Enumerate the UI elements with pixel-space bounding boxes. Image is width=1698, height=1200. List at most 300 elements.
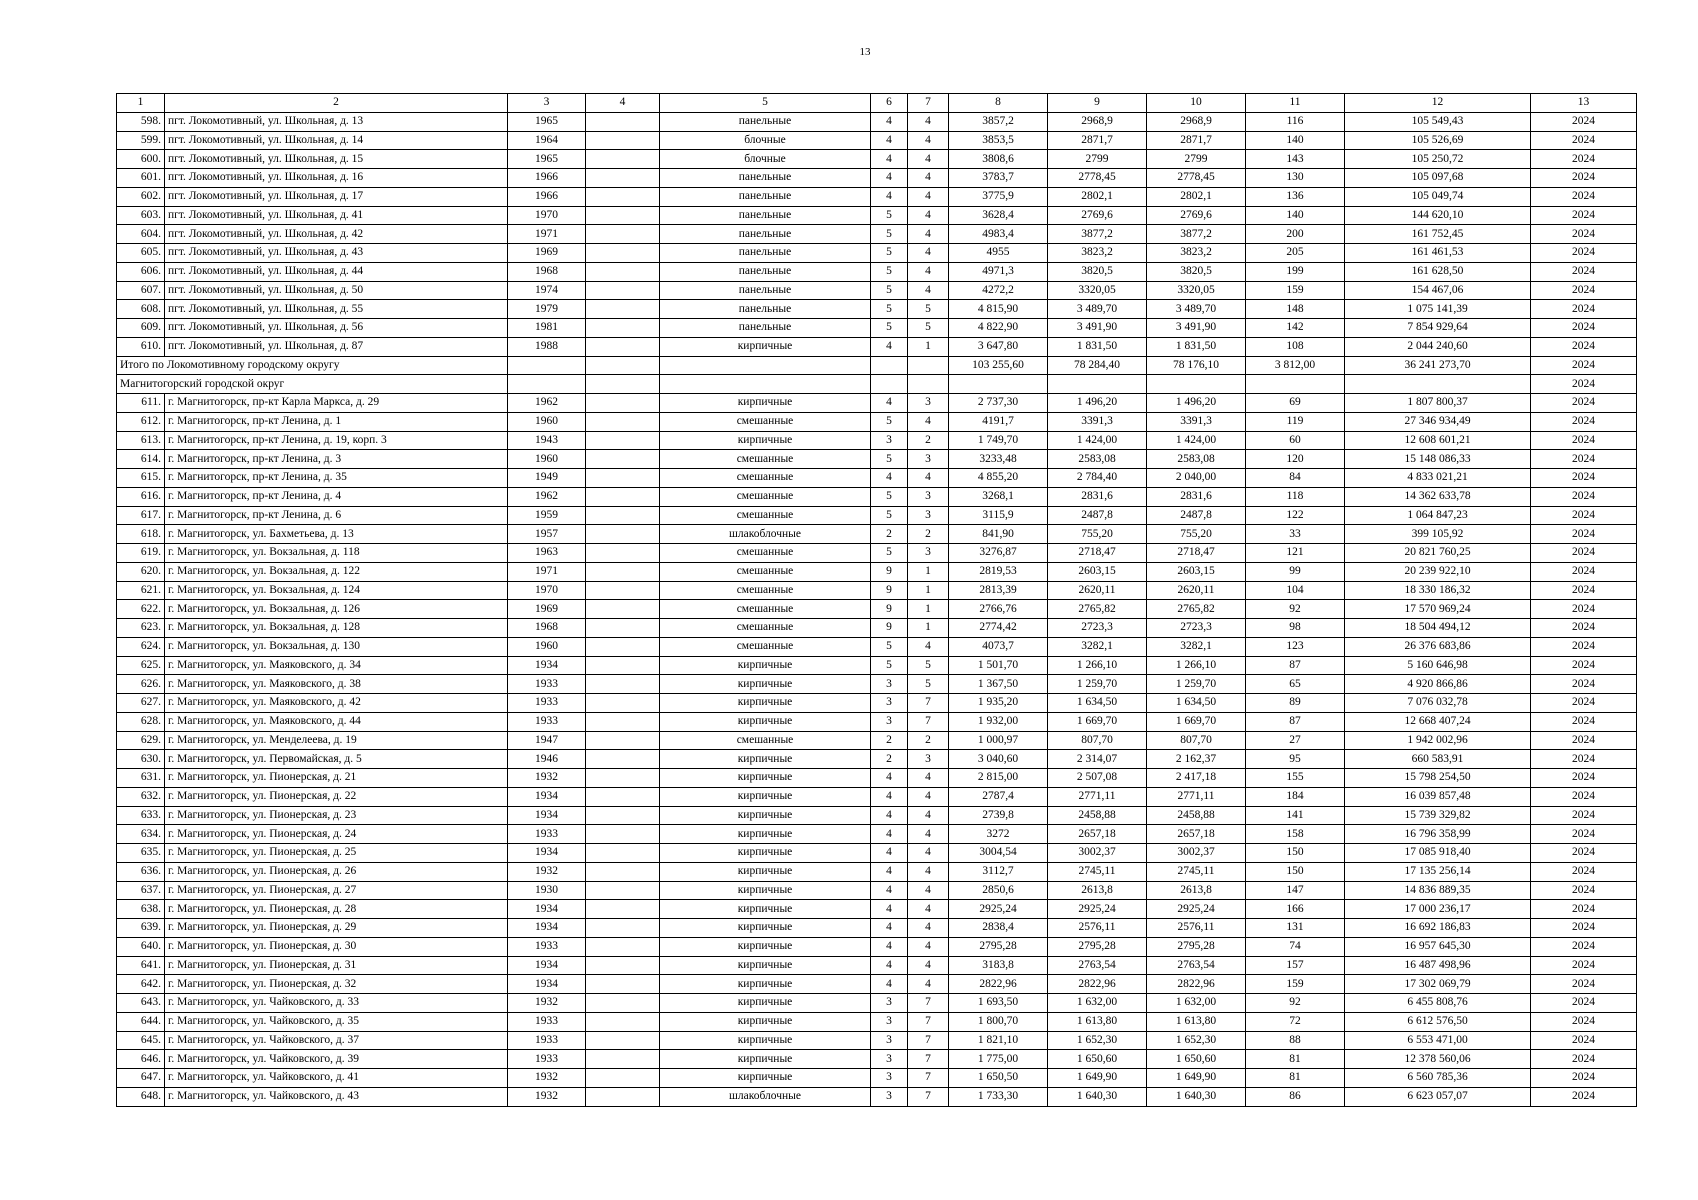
cell-floors: 3	[871, 694, 908, 713]
cell-entrances: 4	[908, 844, 949, 863]
cell-c11: 199	[1246, 262, 1345, 281]
cell-no: 644.	[117, 1012, 165, 1031]
cell-material: кирпичные	[660, 712, 871, 731]
section-cell-c13: 2024	[1531, 375, 1637, 394]
cell-c8: 3 647,80	[949, 337, 1048, 356]
cell-year: 1932	[508, 1069, 586, 1088]
cell-address: г. Магнитогорск, ул. Вокзальная, д. 126	[165, 600, 508, 619]
cell-floors: 5	[871, 206, 908, 225]
cell-c4	[586, 562, 660, 581]
cell-c8: 2766,76	[949, 600, 1048, 619]
cell-c4	[586, 169, 660, 188]
cell-address: пгт. Локомотивный, ул. Школьная, д. 44	[165, 262, 508, 281]
cell-c12: 16 692 186,83	[1345, 919, 1531, 938]
cell-c10: 2831,6	[1147, 487, 1246, 506]
cell-c12: 15 148 086,33	[1345, 450, 1531, 469]
cell-c8: 4272,2	[949, 281, 1048, 300]
cell-c12: 105 526,69	[1345, 131, 1531, 150]
cell-c11: 150	[1246, 844, 1345, 863]
cell-c9: 1 613,80	[1048, 1012, 1147, 1031]
cell-c11: 148	[1246, 300, 1345, 319]
cell-material: кирпичные	[660, 1012, 871, 1031]
cell-c9: 2487,8	[1048, 506, 1147, 525]
empty-cell	[508, 356, 586, 375]
cell-no: 614.	[117, 450, 165, 469]
cell-entrances: 1	[908, 337, 949, 356]
cell-material: кирпичные	[660, 769, 871, 788]
cell-c4	[586, 694, 660, 713]
cell-c11: 142	[1246, 319, 1345, 338]
cell-address: г. Магнитогорск, ул. Чайковского, д. 35	[165, 1012, 508, 1031]
cell-c10: 2 040,00	[1147, 469, 1246, 488]
cell-c11: 119	[1246, 412, 1345, 431]
cell-address: г. Магнитогорск, ул. Пионерская, д. 26	[165, 862, 508, 881]
table-row	[117, 544, 1637, 563]
cell-c10: 3820,5	[1147, 262, 1246, 281]
cell-c9: 3320,05	[1048, 281, 1147, 300]
cell-c13: 2024	[1531, 881, 1637, 900]
table-row	[117, 581, 1637, 600]
cell-c10: 1 831,50	[1147, 337, 1246, 356]
cell-year: 1964	[508, 131, 586, 150]
cell-no: 620.	[117, 562, 165, 581]
cell-c11: 200	[1246, 225, 1345, 244]
cell-entrances: 7	[908, 1012, 949, 1031]
column-header: 6	[871, 94, 908, 113]
cell-c11: 72	[1246, 1012, 1345, 1031]
cell-c11: 65	[1246, 675, 1345, 694]
cell-c13: 2024	[1531, 956, 1637, 975]
cell-c10: 2778,45	[1147, 169, 1246, 188]
cell-entrances: 4	[908, 956, 949, 975]
cell-material: смешанные	[660, 637, 871, 656]
cell-c4	[586, 262, 660, 281]
cell-floors: 9	[871, 619, 908, 638]
cell-no: 634.	[117, 825, 165, 844]
cell-entrances: 4	[908, 862, 949, 881]
total-cell-c10: 78 176,10	[1147, 356, 1246, 375]
cell-c10: 2657,18	[1147, 825, 1246, 844]
cell-material: кирпичные	[660, 956, 871, 975]
cell-c4	[586, 731, 660, 750]
column-header: 12	[1345, 94, 1531, 113]
cell-material: кирпичные	[660, 337, 871, 356]
cell-c11: 87	[1246, 656, 1345, 675]
cell-c9: 2 784,40	[1048, 469, 1147, 488]
cell-c4	[586, 1031, 660, 1050]
column-header: 9	[1048, 94, 1147, 113]
cell-no: 647.	[117, 1069, 165, 1088]
cell-material: панельные	[660, 169, 871, 188]
cell-c10: 3 489,70	[1147, 300, 1246, 319]
cell-c10: 2718,47	[1147, 544, 1246, 563]
cell-entrances: 3	[908, 450, 949, 469]
cell-c10: 2603,15	[1147, 562, 1246, 581]
cell-no: 602.	[117, 187, 165, 206]
cell-c11: 89	[1246, 694, 1345, 713]
cell-floors: 5	[871, 544, 908, 563]
cell-entrances: 4	[908, 919, 949, 938]
cell-entrances: 4	[908, 412, 949, 431]
cell-year: 1930	[508, 881, 586, 900]
cell-material: кирпичные	[660, 1050, 871, 1069]
empty-cell	[949, 375, 1048, 394]
cell-year: 1970	[508, 206, 586, 225]
cell-entrances: 4	[908, 262, 949, 281]
cell-year: 1934	[508, 806, 586, 825]
cell-no: 640.	[117, 937, 165, 956]
cell-year: 1932	[508, 1087, 586, 1106]
cell-year: 1968	[508, 262, 586, 281]
cell-floors: 3	[871, 431, 908, 450]
cell-no: 646.	[117, 1050, 165, 1069]
cell-c9: 1 259,70	[1048, 675, 1147, 694]
cell-no: 631.	[117, 769, 165, 788]
cell-address: г. Магнитогорск, ул. Чайковского, д. 43	[165, 1087, 508, 1106]
empty-cell	[586, 356, 660, 375]
cell-address: пгт. Локомотивный, ул. Школьная, д. 50	[165, 281, 508, 300]
cell-address: пгт. Локомотивный, ул. Школьная, д. 87	[165, 337, 508, 356]
empty-cell	[586, 375, 660, 394]
cell-entrances: 1	[908, 619, 949, 638]
cell-c9: 2795,28	[1048, 937, 1147, 956]
cell-c12: 1 942 002,96	[1345, 731, 1531, 750]
cell-entrances: 4	[908, 825, 949, 844]
cell-c4	[586, 600, 660, 619]
cell-no: 626.	[117, 675, 165, 694]
cell-c4	[586, 150, 660, 169]
cell-address: г. Магнитогорск, ул. Чайковского, д. 37	[165, 1031, 508, 1050]
cell-material: смешанные	[660, 581, 871, 600]
cell-no: 622.	[117, 600, 165, 619]
cell-entrances: 5	[908, 300, 949, 319]
cell-address: г. Магнитогорск, ул. Пионерская, д. 32	[165, 975, 508, 994]
cell-material: панельные	[660, 300, 871, 319]
cell-c9: 3820,5	[1048, 262, 1147, 281]
cell-c9: 1 831,50	[1048, 337, 1147, 356]
cell-c10: 1 634,50	[1147, 694, 1246, 713]
cell-material: кирпичные	[660, 431, 871, 450]
cell-c10: 2763,54	[1147, 956, 1246, 975]
column-header: 13	[1531, 94, 1637, 113]
cell-year: 1960	[508, 412, 586, 431]
cell-material: смешанные	[660, 600, 871, 619]
cell-no: 615.	[117, 469, 165, 488]
cell-floors: 4	[871, 769, 908, 788]
cell-entrances: 4	[908, 975, 949, 994]
cell-entrances: 4	[908, 206, 949, 225]
cell-year: 1949	[508, 469, 586, 488]
cell-address: пгт. Локомотивный, ул. Школьная, д. 41	[165, 206, 508, 225]
cell-c4	[586, 225, 660, 244]
cell-no: 645.	[117, 1031, 165, 1050]
cell-c9: 2802,1	[1048, 187, 1147, 206]
cell-c9: 2583,08	[1048, 450, 1147, 469]
cell-c4	[586, 431, 660, 450]
cell-entrances: 4	[908, 281, 949, 300]
cell-floors: 3	[871, 1012, 908, 1031]
cell-c11: 131	[1246, 919, 1345, 938]
cell-no: 625.	[117, 656, 165, 675]
cell-year: 1933	[508, 825, 586, 844]
cell-no: 628.	[117, 712, 165, 731]
cell-floors: 5	[871, 262, 908, 281]
cell-c11: 122	[1246, 506, 1345, 525]
cell-c13: 2024	[1531, 619, 1637, 638]
cell-c9: 2871,7	[1048, 131, 1147, 150]
cell-no: 641.	[117, 956, 165, 975]
cell-year: 1966	[508, 187, 586, 206]
cell-entrances: 7	[908, 694, 949, 713]
cell-floors: 5	[871, 412, 908, 431]
cell-no: 613.	[117, 431, 165, 450]
cell-address: г. Магнитогорск, пр-кт Ленина, д. 6	[165, 506, 508, 525]
cell-year: 1932	[508, 862, 586, 881]
total-label: Итого по Локомотивному городскому округу	[117, 356, 508, 375]
cell-c9: 755,20	[1048, 525, 1147, 544]
cell-entrances: 4	[908, 169, 949, 188]
cell-material: смешанные	[660, 731, 871, 750]
cell-year: 1966	[508, 169, 586, 188]
cell-c8: 3853,5	[949, 131, 1048, 150]
cell-c11: 140	[1246, 131, 1345, 150]
cell-address: г. Магнитогорск, ул. Маяковского, д. 34	[165, 656, 508, 675]
cell-c10: 2583,08	[1147, 450, 1246, 469]
cell-c8: 1 000,97	[949, 731, 1048, 750]
empty-cell	[908, 375, 949, 394]
cell-address: г. Магнитогорск, ул. Маяковского, д. 42	[165, 694, 508, 713]
cell-address: пгт. Локомотивный, ул. Школьная, д. 43	[165, 244, 508, 263]
cell-c8: 2822,96	[949, 975, 1048, 994]
cell-c13: 2024	[1531, 225, 1637, 244]
section-label: Магнитогорский городской округ	[117, 375, 508, 394]
cell-c8: 4 855,20	[949, 469, 1048, 488]
cell-year: 1934	[508, 844, 586, 863]
cell-c13: 2024	[1531, 675, 1637, 694]
table-row	[117, 1012, 1637, 1031]
cell-c13: 2024	[1531, 600, 1637, 619]
cell-c4	[586, 862, 660, 881]
cell-c11: 69	[1246, 394, 1345, 413]
cell-c8: 2774,42	[949, 619, 1048, 638]
cell-no: 605.	[117, 244, 165, 263]
cell-c10: 1 496,20	[1147, 394, 1246, 413]
cell-no: 603.	[117, 206, 165, 225]
cell-c9: 3282,1	[1048, 637, 1147, 656]
cell-c13: 2024	[1531, 994, 1637, 1013]
cell-entrances: 1	[908, 581, 949, 600]
page-number: 13	[859, 46, 871, 58]
cell-c10: 2 162,37	[1147, 750, 1246, 769]
cell-address: г. Магнитогорск, ул. Пионерская, д. 22	[165, 787, 508, 806]
table-row	[117, 694, 1637, 713]
cell-address: пгт. Локомотивный, ул. Школьная, д. 15	[165, 150, 508, 169]
cell-c10: 1 652,30	[1147, 1031, 1246, 1050]
cell-address: г. Магнитогорск, ул. Пионерская, д. 29	[165, 919, 508, 938]
cell-c12: 105 549,43	[1345, 112, 1531, 131]
cell-floors: 5	[871, 450, 908, 469]
cell-c12: 16 796 358,99	[1345, 825, 1531, 844]
cell-no: 612.	[117, 412, 165, 431]
cell-address: г. Магнитогорск, ул. Пионерская, д. 30	[165, 937, 508, 956]
table-row	[117, 769, 1637, 788]
cell-address: пгт. Локомотивный, ул. Школьная, д. 56	[165, 319, 508, 338]
cell-no: 610.	[117, 337, 165, 356]
table-row	[117, 656, 1637, 675]
table-row	[117, 244, 1637, 263]
table-row	[117, 1087, 1637, 1106]
cell-c12: 161 461,53	[1345, 244, 1531, 263]
cell-c13: 2024	[1531, 450, 1637, 469]
cell-c13: 2024	[1531, 581, 1637, 600]
cell-no: 623.	[117, 619, 165, 638]
cell-c9: 807,70	[1048, 731, 1147, 750]
cell-address: г. Магнитогорск, ул. Вокзальная, д. 122	[165, 562, 508, 581]
cell-c10: 3 491,90	[1147, 319, 1246, 338]
cell-address: г. Магнитогорск, ул. Пионерская, д. 27	[165, 881, 508, 900]
cell-no: 621.	[117, 581, 165, 600]
cell-floors: 4	[871, 956, 908, 975]
cell-material: смешанные	[660, 544, 871, 563]
cell-c12: 17 302 069,79	[1345, 975, 1531, 994]
cell-c8: 1 775,00	[949, 1050, 1048, 1069]
cell-no: 599.	[117, 131, 165, 150]
cell-c9: 2657,18	[1048, 825, 1147, 844]
table-row	[117, 319, 1637, 338]
cell-c10: 2771,11	[1147, 787, 1246, 806]
cell-c4	[586, 506, 660, 525]
table-body	[117, 112, 1637, 1106]
cell-c9: 1 266,10	[1048, 656, 1147, 675]
cell-floors: 4	[871, 187, 908, 206]
cell-c13: 2024	[1531, 469, 1637, 488]
cell-c13: 2024	[1531, 1069, 1637, 1088]
cell-c13: 2024	[1531, 750, 1637, 769]
table-row	[117, 131, 1637, 150]
cell-c8: 1 749,70	[949, 431, 1048, 450]
table-row	[117, 919, 1637, 938]
cell-c10: 2487,8	[1147, 506, 1246, 525]
cell-material: кирпичные	[660, 881, 871, 900]
table-row	[117, 150, 1637, 169]
cell-c10: 2613,8	[1147, 881, 1246, 900]
cell-floors: 4	[871, 881, 908, 900]
cell-c11: 130	[1246, 169, 1345, 188]
cell-c12: 1 807 800,37	[1345, 394, 1531, 413]
cell-material: смешанные	[660, 469, 871, 488]
cell-floors: 4	[871, 169, 908, 188]
cell-no: 648.	[117, 1087, 165, 1106]
cell-c8: 1 367,50	[949, 675, 1048, 694]
cell-material: смешанные	[660, 506, 871, 525]
cell-c12: 14 362 633,78	[1345, 487, 1531, 506]
cell-no: 633.	[117, 806, 165, 825]
cell-year: 1933	[508, 937, 586, 956]
cell-no: 619.	[117, 544, 165, 563]
cell-entrances: 4	[908, 225, 949, 244]
cell-c8: 3268,1	[949, 487, 1048, 506]
cell-entrances: 5	[908, 656, 949, 675]
cell-c4	[586, 619, 660, 638]
cell-c4	[586, 544, 660, 563]
cell-entrances: 7	[908, 1031, 949, 1050]
cell-floors: 5	[871, 281, 908, 300]
empty-cell	[1345, 375, 1531, 394]
cell-floors: 4	[871, 469, 908, 488]
cell-c12: 20 239 922,10	[1345, 562, 1531, 581]
cell-entrances: 2	[908, 525, 949, 544]
cell-entrances: 4	[908, 787, 949, 806]
cell-c9: 2576,11	[1048, 919, 1147, 938]
cell-c4	[586, 919, 660, 938]
cell-address: г. Магнитогорск, пр-кт Ленина, д. 19, корп. 3	[165, 431, 508, 450]
column-header: 4	[586, 94, 660, 113]
cell-c11: 155	[1246, 769, 1345, 788]
column-header: 2	[165, 94, 508, 113]
table-row	[117, 619, 1637, 638]
cell-floors: 4	[871, 975, 908, 994]
cell-address: г. Магнитогорск, пр-кт Ленина, д. 35	[165, 469, 508, 488]
cell-year: 1968	[508, 619, 586, 638]
cell-c11: 27	[1246, 731, 1345, 750]
cell-c13: 2024	[1531, 656, 1637, 675]
cell-c4	[586, 525, 660, 544]
cell-c11: 140	[1246, 206, 1345, 225]
cell-c13: 2024	[1531, 431, 1637, 450]
cell-floors: 3	[871, 712, 908, 731]
cell-year: 1988	[508, 337, 586, 356]
cell-c11: 205	[1246, 244, 1345, 263]
cell-c9: 1 496,20	[1048, 394, 1147, 413]
cell-no: 629.	[117, 731, 165, 750]
cell-c10: 3391,3	[1147, 412, 1246, 431]
cell-no: 601.	[117, 169, 165, 188]
cell-c9: 2822,96	[1048, 975, 1147, 994]
cell-floors: 5	[871, 244, 908, 263]
cell-c11: 74	[1246, 937, 1345, 956]
cell-material: панельные	[660, 206, 871, 225]
cell-c11: 157	[1246, 956, 1345, 975]
cell-c13: 2024	[1531, 862, 1637, 881]
cell-c9: 3877,2	[1048, 225, 1147, 244]
cell-entrances: 3	[908, 394, 949, 413]
cell-c13: 2024	[1531, 844, 1637, 863]
cell-c8: 2850,6	[949, 881, 1048, 900]
cell-floors: 4	[871, 900, 908, 919]
cell-c9: 2718,47	[1048, 544, 1147, 563]
cell-address: г. Магнитогорск, пр-кт Карла Маркса, д. 29	[165, 394, 508, 413]
cell-c13: 2024	[1531, 281, 1637, 300]
cell-material: кирпичные	[660, 1031, 871, 1050]
table-row	[117, 187, 1637, 206]
cell-c10: 1 650,60	[1147, 1050, 1246, 1069]
table-row	[117, 506, 1637, 525]
cell-c13: 2024	[1531, 337, 1637, 356]
empty-cell	[908, 356, 949, 375]
cell-material: кирпичные	[660, 900, 871, 919]
cell-c9: 3 489,70	[1048, 300, 1147, 319]
cell-c11: 81	[1246, 1069, 1345, 1088]
cell-c12: 154 467,06	[1345, 281, 1531, 300]
cell-no: 607.	[117, 281, 165, 300]
cell-material: блочные	[660, 131, 871, 150]
cell-c8: 2813,39	[949, 581, 1048, 600]
table-row	[117, 881, 1637, 900]
cell-c4	[586, 487, 660, 506]
cell-c10: 1 640,30	[1147, 1087, 1246, 1106]
cell-address: г. Магнитогорск, ул. Менделеева, д. 19	[165, 731, 508, 750]
total-cell-c8: 103 255,60	[949, 356, 1048, 375]
